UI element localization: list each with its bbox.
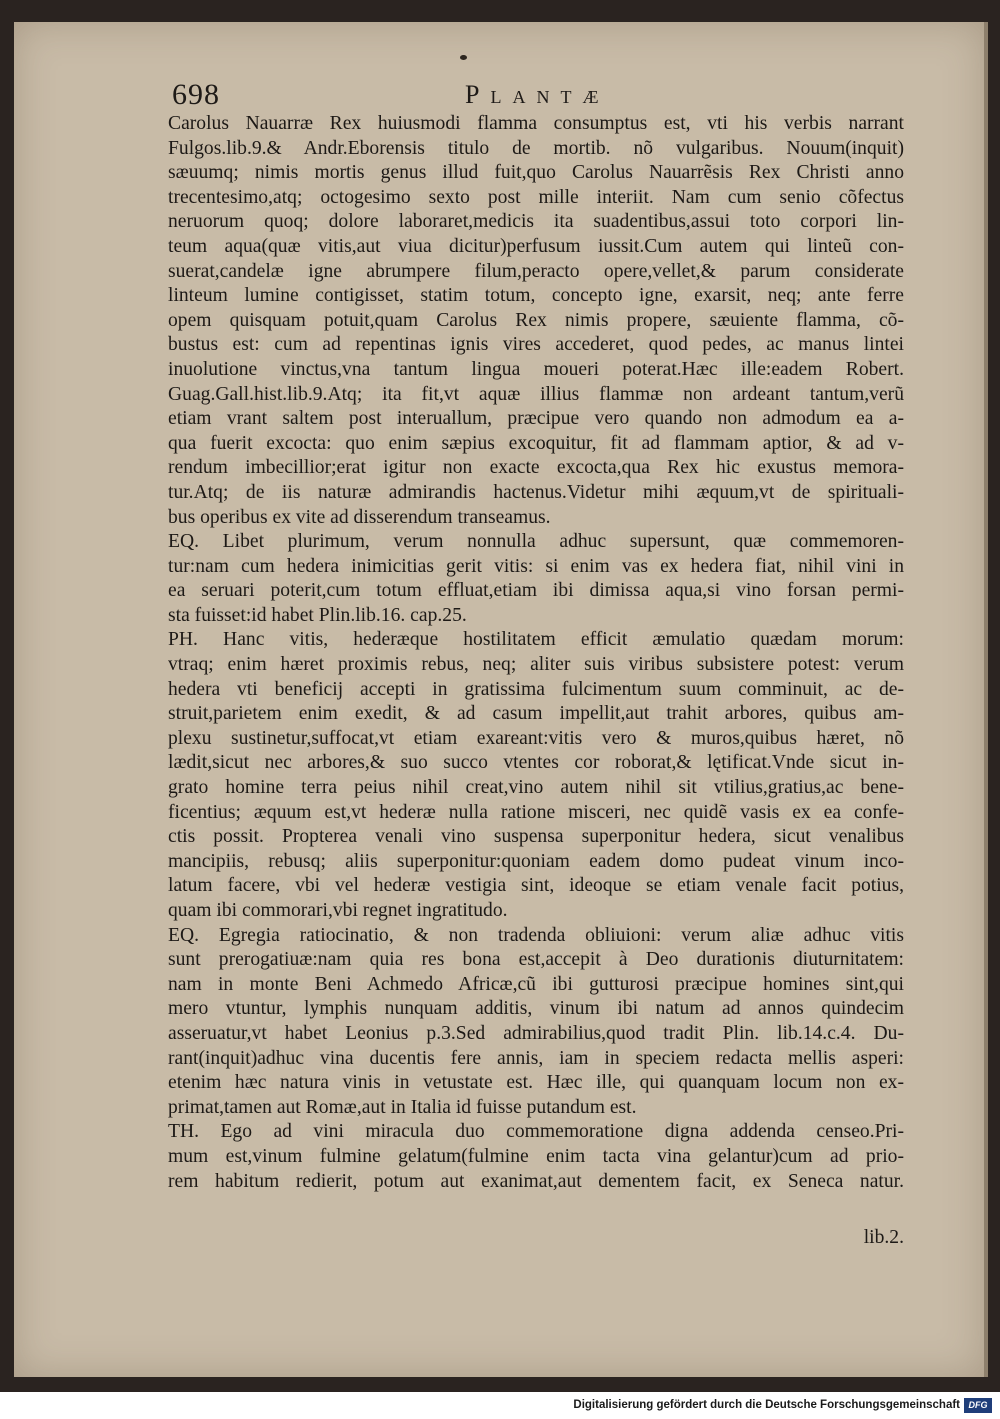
text-line: plexu sustinetur,suffocat,vt etiam exareant:vitis vero & muros,quibus hæret, nõ	[168, 727, 904, 749]
text-line: neruorum quoq; dolore laboraret,medicis ita suadentibus,assui toto corpori lin-	[168, 211, 904, 233]
page-edge	[984, 22, 988, 1377]
catchword-row	[168, 1227, 904, 1255]
text-line: Fulgos.lib.9.& Andr.Eborensis titulo de mortib. nõ vulgaribus. Nouum(inquit)	[168, 137, 904, 159]
text-line: TH. Ego ad vini miracula duo commemoratione digna addenda censeo.Pri-	[168, 1121, 904, 1143]
text-line: ficentius; æquum est,vt hederæ nulla ratione misceri, nec quidẽ vasis ex ea confe-	[168, 801, 904, 823]
text-line: mum est,vinum fulmine gelatum(fulmine enim tacta vina gelantur)cum ad prio-	[168, 1145, 904, 1167]
text-line: rendum imbecillior;erat igitur non exacte excocta,qua Rex hic exustus memora-	[168, 457, 904, 479]
page-mark	[460, 55, 467, 60]
text-line: etiam vrant saltem post interuallum, præcipue vero quando non admodum ea a-	[168, 408, 904, 430]
text-line: qua fuerit excocta: quo enim sæpius excoquitur, fit ad flammam aptior, & ad v-	[168, 432, 904, 454]
footer-credit: Digitalisierung gefördert durch die Deutsche Forschungsgemeinschaft	[573, 1399, 960, 1411]
text-line: Carolus Nauarræ Rex huiusmodi flamma consumptus est, vti his verbis narrant	[168, 113, 904, 134]
text-line: vtraq; enim hæret proximis rebus, neq; aliter suis viribus subsistere potest: verum	[168, 654, 904, 676]
text-line: mero vtuntur, lymphis nunquam additis, vinum ibi natum ad annos quindecim	[168, 998, 904, 1020]
text-line: sæuumq; nimis mortis genus illud fuit,quo Carolus Nauarrẽsis Rex Christi anno	[168, 162, 904, 184]
text-line: tur.Atq; de iis naturæ admirandis hactenus.Videtur mihi æquum,vt de spirituali-	[168, 481, 904, 503]
text-line: mancipiis, rebusq; aliis superponitur:quoniam eadem domo pudeat vinum inco-	[168, 850, 904, 872]
footer-bar	[0, 1395, 1000, 1419]
text-line: opem quisquam potuit,quam Carolus Rex nimis propere, sæuiente flamma, cõ-	[168, 309, 904, 331]
text-line: etenim hæc natura vinis in vetustate est. Hæc ille, qui quanquam locum non ex-	[168, 1072, 904, 1094]
text-line: linteum lumine contigisset, statim totum, concepto igne, exarsit, neq; ante ferre	[168, 285, 904, 307]
text-line: rant(inquit)adhuc vina ducentis fere annis, iam in speciem redacta mellis asperi:	[168, 1047, 904, 1069]
text-line: sta fuisset:id habet Plin.lib.16. cap.25.	[168, 604, 467, 626]
text-line: bus operibus ex vite ad disserendum transeamus.	[168, 506, 551, 528]
text-line: tur:nam cum hedera inimicitias gerit vitis: si enim vas ex hedera fiat, nihil vini in	[168, 555, 904, 577]
text-line: Guag.Gall.hist.lib.9.Atq; ita fit,vt aquæ illius flammæ non ardeant tantum,verũ	[168, 383, 904, 405]
text-line: inuolutione vinctus,vna tantum lingua moueri poterat.Hæc ille:eadem Robert.	[168, 358, 904, 380]
text-line: EQ. Libet plurimum, verum nonnulla adhuc supersunt, quæ commemoren-	[168, 531, 904, 553]
text-line: ea seruari poterit,cum totum effluat,etiam ibi dimissa aqua,si vino forsan permi-	[168, 580, 904, 602]
text-line: struit,parietem enim exedit, & ad casum impellit,aut trahit arbores, quibus am-	[168, 703, 904, 725]
text-line: grato homine terra peius nihil creat,vino autem nihil sit vtilius,gratius,ac bene-	[168, 777, 904, 799]
text-line: EQ. Egregia ratiocinatio, & non tradenda obliuioni: verum aliæ adhuc vitis	[168, 924, 904, 946]
text-line: suerat,candelæ igne abrumpere filum,peracto opere,vellet,& parum considerate	[168, 260, 904, 282]
running-title: Plantæ	[465, 80, 610, 109]
text-line: teum aqua(quæ vitis,aut viua dicitur)perfusum iussit.Cum autem qui linteũ con-	[168, 235, 904, 257]
text-line: bustus est: cum ad repentinas ignis vires accederet, quod pedes, ac manus lintei	[168, 334, 904, 356]
text-line: hedera vti beneficij accepti in gratissima fulcimentum suum comminuit, ac de-	[168, 678, 904, 700]
body-text	[168, 112, 904, 1252]
text-line: primat,tamen aut Romæ,aut in Italia id fuisse putandum est.	[168, 1096, 637, 1118]
catchword: lib.2.	[863, 1227, 904, 1248]
text-line: latum facere, vbi vel hederæ vestigia sint, ideoque se etiam venale facit potius,	[168, 875, 904, 897]
text-line: quam ibi commorari,vbi regnet ingratitudo.	[168, 900, 508, 921]
page-number: 698	[172, 78, 220, 111]
text-line: sunt prerogatiuæ:nam quia res bona est,accepit à Deo durationis diuturnitatem:	[168, 949, 904, 971]
text-line: asseruatur,vt habet Leonius p.3.Sed admirabilius,quod tradit Plin. lib.14.c.4. Du-	[168, 1022, 904, 1044]
text-line: trecentesimo,atq; octogesimo sexto post mille interiit. Nam cum senio cõfectus	[168, 186, 904, 208]
text-line: ctis possit. Propterea venali vino suspensa superponitur hedera, sicut venalibus	[168, 826, 904, 848]
text-line: lædit,sicut nec arbores,& suo succo vtentes cor roborat,& lętificat.Vnde sicut in-	[168, 752, 904, 774]
text-line: nam in monte Beni Achmedo Africæ,cũ ibi gutturosi præcipue homines sint,qui	[168, 973, 904, 995]
dfg-logo-icon: DFG	[964, 1398, 992, 1413]
text-line: rem habitum redierit, potum aut exanimat,aut dementem facit, ex Seneca natur.	[168, 1170, 904, 1192]
text-line: PH. Hanc vitis, hederæque hostilitatem efficit æmulatio quædam morum:	[168, 629, 904, 651]
